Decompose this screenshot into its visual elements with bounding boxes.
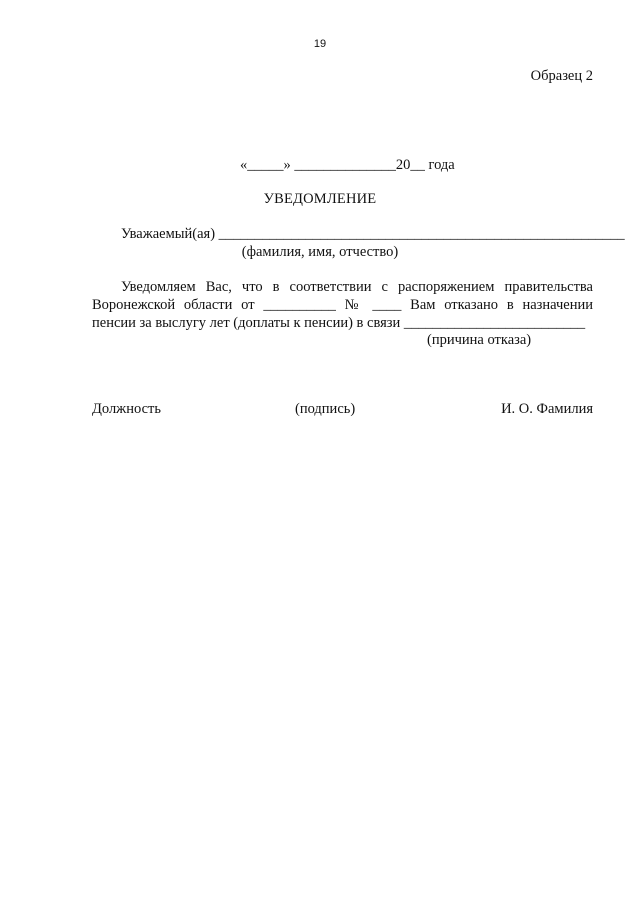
sample-label: Образец 2 [530,68,593,84]
signature-label: (подпись) [295,401,356,417]
salutation-line: Уважаемый(ая) ________________________________________________________ [121,226,625,242]
document-title: УВЕДОМЛЕНИЕ [263,191,377,207]
paragraph-line-2: Воронежской области от __________ № ____ Вам отказано в назначении [92,297,593,313]
reason-caption: (причина отказа) [427,332,532,348]
date-line: «_____» ______________20__ года [240,157,455,173]
paragraph-line-1: Уведомляем Вас, что в соответствии с распоряжением правительства [121,279,593,295]
paragraph-line-3: пенсии за выслугу лет (доплаты к пенсии) в связи _________________________ [92,315,586,331]
position-label: Должность [92,401,161,417]
page-number: 19 [313,38,327,50]
name-label: И. О. Фамилия [501,401,593,417]
signature-block [92,401,593,421]
fio-caption: (фамилия, имя, отчество) [241,244,399,260]
